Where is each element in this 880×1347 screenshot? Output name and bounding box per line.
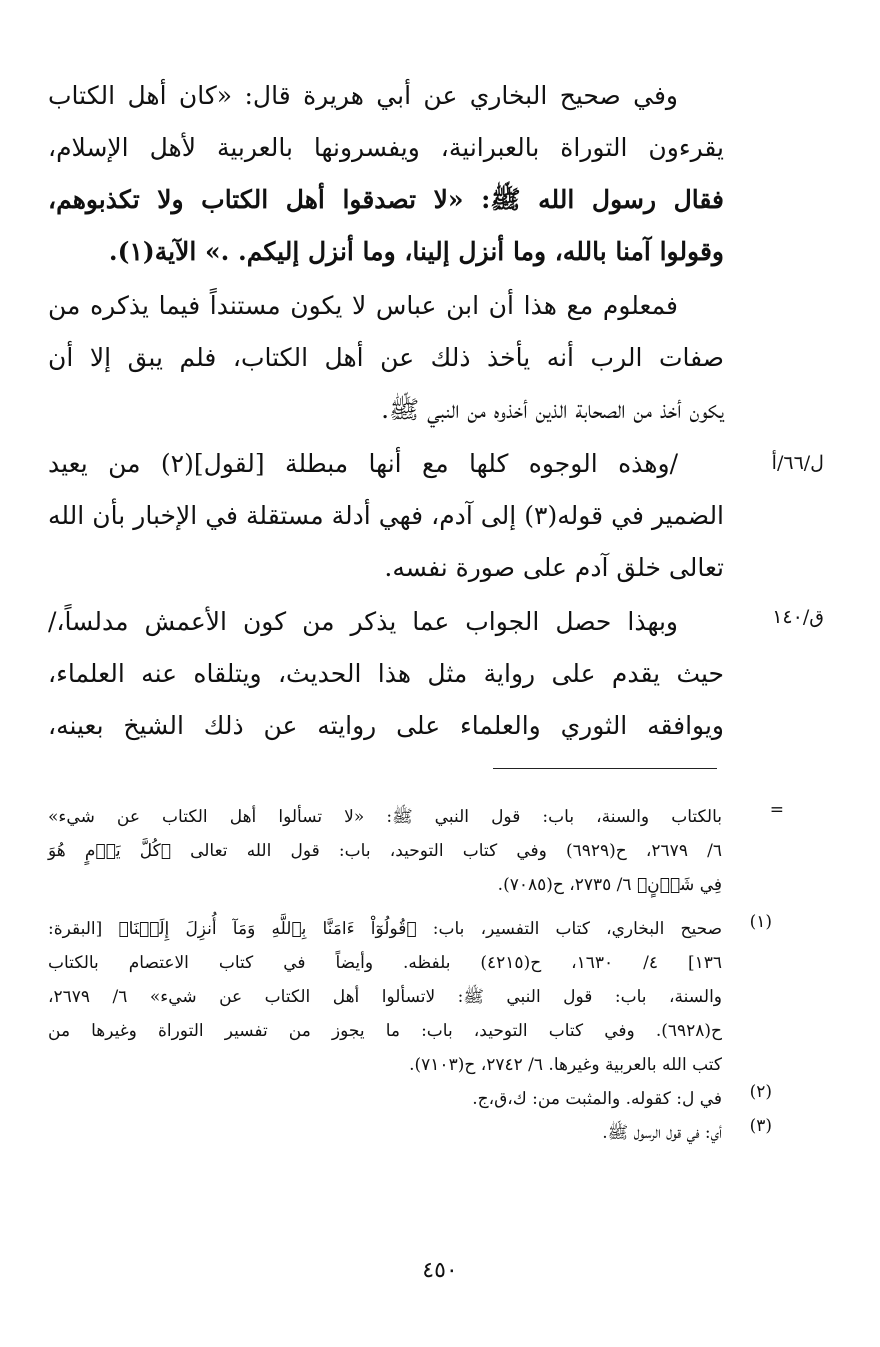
paragraph-4 — [48, 596, 724, 752]
body-line: وبهذا حصل الجواب عما يذكر من كون الأعمش مدلساً،/ — [48, 607, 678, 636]
body-line: صفات الرب أنه يأخذ ذلك عن أهل الكتاب، فلم يبق إلا أن — [48, 343, 724, 372]
footnote-line: فِي شَأۡنٍ﴾ ٦/ ٢٧٣٥، ح(٧٠٨٥). — [497, 875, 722, 895]
body-line: الضمير في قوله(٣) إلى آدم، فهي أدلة مستقلة في الإخبار بأن الله — [48, 501, 725, 530]
continuation-marker: = — [769, 800, 784, 820]
body-line: فقال رسول الله ﷺ: «لا تصدقوا أهل الكتاب ولا تكذبوهم، — [48, 185, 724, 214]
footnote-line: كتب الله بالعربية وغيرها. ٦/ ٢٧٤٢، ح(٧١٠٣). — [409, 1055, 722, 1075]
page-number: ٤٥٠ — [422, 1258, 458, 1283]
paragraph-2 — [48, 280, 724, 436]
paragraph-1 — [48, 70, 724, 278]
footnote-separator — [493, 768, 717, 769]
footnote-line: صحيح البخاري، كتاب التفسير، باب: ﴿قُولُوٓاْ ءَامَنَّا بِٱللَّهِ وَمَآ أُنزِلَ إِلَيۡنَا﴾ [البقرة: — [48, 919, 722, 939]
body-line: فمعلوم مع هذا أن ابن عباس لا يكون مستنداً فيما يذكره من — [48, 291, 678, 320]
body-line: يقرءون التوراة بالعبرانية، ويفسرونها بالعربية لأهل الإسلام، — [48, 133, 724, 162]
footnote-continuation — [48, 800, 784, 902]
body-line: وقولوا آمنا بالله، وما أنزل إلينا، وما أنزل إليكم. .» الآية(١). — [108, 237, 724, 266]
footnote-2 — [48, 1082, 772, 1116]
footnote-number: (٣) — [749, 1116, 772, 1136]
footnote-line: أي: في قول الرسول ﷺ. — [602, 1123, 722, 1143]
body-line: يكون أخذ من الصحابة الذين أخذوه من النبي ﷺ. — [381, 395, 724, 424]
footnote-line: والسنة، باب: قول النبي ﷺ: لاتسألوا أهل الكتاب عن شيء» ٦/ ٢٦٧٩، — [48, 987, 723, 1007]
footnote-line: ح(٦٩٢٨). وفي كتاب التوحيد، باب: ما يجوز من تفسير التوراة وغيرها من — [48, 1021, 722, 1041]
footnote-number: (١) — [749, 912, 772, 932]
footnote-line: في ل: كقوله. والمثبت من: ك،ق،ج. — [472, 1089, 722, 1109]
body-line: تعالى خلق آدم على صورة نفسه. — [384, 553, 724, 582]
body-line: حيث يقدم على رواية مثل هذا الحديث، ويتلقاه عنه العلماء، — [48, 659, 724, 688]
body-line: ويوافقه الثوري والعلماء على روايته عن ذلك الشيخ بعينه، — [48, 711, 724, 740]
footnote-1 — [48, 912, 772, 1082]
footnote-line: ١٣٦] ٤/ ١٦٣٠، ح(٤٢١٥) بلفظه. وأيضاً في كتاب الاعتصام بالكتاب — [48, 953, 722, 973]
footnote-line: ٦/ ٢٦٧٩، ح(٦٩٢٩) وفي كتاب التوحيد، باب: قول الله تعالى ﴿كُلَّ يَوۡمٍ هُوَ — [48, 841, 722, 861]
body-line: /وهذه الوجوه كلها مع أنها مبطلة [لقول](٢) من يعيد — [48, 449, 678, 478]
footnote-3 — [48, 1116, 772, 1150]
margin-note-manuscript-l: ل/٦٦/أ — [771, 452, 824, 474]
footnote-line: بالكتاب والسنة، باب: قول النبي ﷺ: «لا تسألوا أهل الكتاب عن شيء» — [48, 807, 722, 827]
footnote-number: (٢) — [749, 1082, 772, 1102]
paragraph-3 — [48, 438, 724, 594]
margin-note-manuscript-q: ق/١٤٠ — [772, 606, 824, 628]
footnotes — [48, 800, 784, 1150]
body-line: وفي صحيح البخاري عن أبي هريرة قال: «كان أهل الكتاب — [48, 81, 678, 110]
